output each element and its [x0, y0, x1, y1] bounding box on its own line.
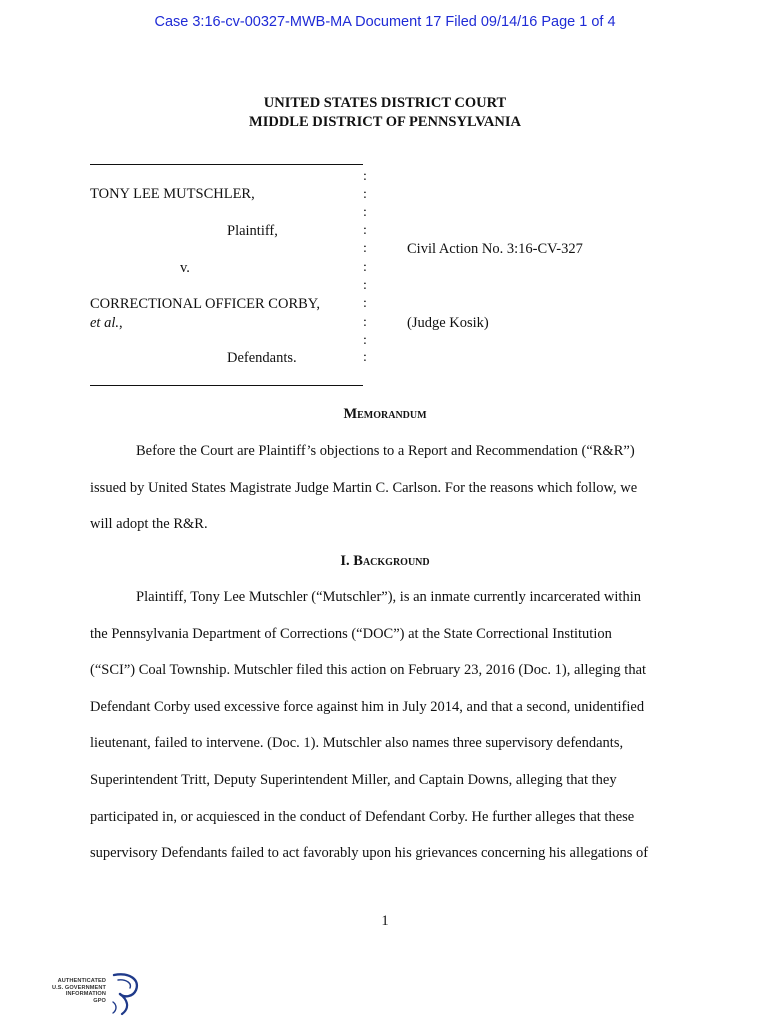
- intro-paragraph: [90, 433, 680, 543]
- caption-colon: :: [363, 169, 367, 184]
- gpo-text-line: U.S. GOVERNMENT: [51, 984, 106, 991]
- text-line: (“SCI”) Coal Township. Mutschler filed this action on February 23, 2016 (Doc. 1), alleging that: [90, 662, 647, 679]
- plaintiff-role: Plaintiff,: [227, 223, 278, 239]
- gpo-text-line: GPO: [93, 997, 106, 1004]
- gpo-text-line: AUTHENTICATED: [57, 978, 106, 984]
- court-line-2: MIDDLE DISTRICT OF PENNSYLVANIA: [249, 114, 521, 130]
- plaintiff-name: TONY LEE MUTSCHLER,: [90, 186, 255, 202]
- caption-colon: :: [363, 223, 367, 238]
- eagle-logo-icon: [108, 972, 142, 1016]
- etal-comma: ,: [119, 315, 123, 331]
- caption-colon: :: [363, 350, 367, 365]
- text-line: will adopt the R&R.: [90, 516, 208, 533]
- caption-colon: :: [363, 241, 367, 256]
- caption-colon: :: [363, 205, 367, 220]
- text-line: the Pennsylvania Department of Corrections (“DOC”) at the State Correctional Institution: [90, 625, 612, 642]
- text-line: Defendant Corby used excessive force against him in July 2014, and that a second, unidentified: [90, 698, 645, 715]
- etal-text: et al.: [90, 315, 119, 331]
- gpo-seal-text: [42, 978, 106, 1004]
- caption-bottom-rule: [90, 385, 363, 386]
- text-line: issued by United States Magistrate Judge Martin C. Carlson. For the reasons which follow, we: [90, 479, 638, 496]
- defendant-etal: [90, 315, 123, 332]
- section-heading: I. Background: [340, 553, 430, 569]
- text-line: Before the Court are Plaintiff’s objections to a Report and Recommendation (“R&R”): [136, 443, 635, 459]
- caption-colon: :: [363, 278, 367, 293]
- defendant-name: CORRECTIONAL OFFICER CORBY,: [90, 296, 321, 312]
- court-name: [0, 94, 770, 132]
- caption-colon: :: [363, 296, 367, 311]
- text-line: Plaintiff, Tony Lee Mutschler (“Mutschler”), is an inmate currently incarcerated within: [136, 589, 641, 605]
- defendant-role: Defendants.: [227, 350, 297, 366]
- background-paragraph: [90, 579, 680, 872]
- court-line-1: UNITED STATES DISTRICT COURT: [263, 95, 507, 111]
- caption-colon: :: [363, 333, 367, 348]
- caption-colon: :: [363, 315, 367, 330]
- civil-action-number: Civil Action No. 3:16-CV-327: [407, 241, 583, 257]
- text-line: supervisory Defendants failed to act favorably upon his grievances concerning his allegations of: [90, 845, 649, 862]
- judge-name: (Judge Kosik): [407, 315, 489, 331]
- gpo-text-line: INFORMATION: [65, 991, 106, 998]
- page-number: 1: [381, 913, 389, 929]
- caption-top-rule: [90, 164, 363, 165]
- text-line: lieutenant, failed to intervene. (Doc. 1). Mutschler also names three supervisory defendants,: [90, 735, 624, 752]
- text-line: participated in, or acquiesced in the conduct of Defendant Corby. He further alleges that these: [90, 808, 635, 825]
- versus: v.: [180, 260, 190, 276]
- case-header: Case 3:16-cv-00327-MWB-MA Document 17 Filed 09/14/16 Page 1 of 4: [154, 14, 616, 30]
- caption-colon: :: [363, 260, 367, 275]
- document-title: Memorandum: [343, 406, 427, 422]
- gpo-authentication-seal: [42, 972, 142, 1016]
- text-line: Superintendent Tritt, Deputy Superintendent Miller, and Captain Downs, alleging that they: [90, 771, 617, 788]
- caption-colon: :: [363, 187, 367, 202]
